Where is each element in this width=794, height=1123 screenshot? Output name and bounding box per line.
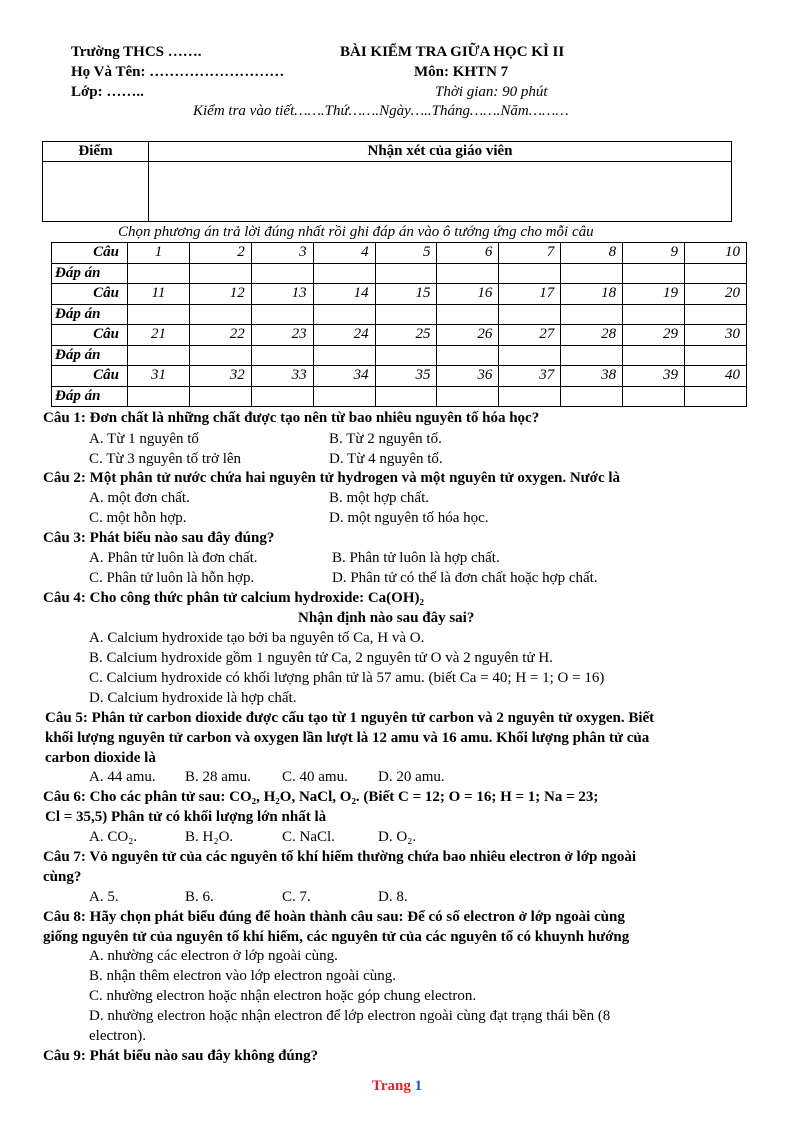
q1-option-b: B. Từ 2 nguyên tố. bbox=[329, 431, 442, 447]
question-6-line-1: Câu 6: Cho các phân tử sau: CO₂, H₂O, NaCl, O₂. (Biết C = 12; O = 16; H = 1; Na = 23; bbox=[43, 789, 599, 805]
q8-option-b: B. nhận thêm electron vào lớp electron ngoài cùng. bbox=[89, 968, 397, 984]
q7-option-d: D. 8. bbox=[378, 889, 408, 905]
answer-cell[interactable] bbox=[499, 345, 561, 366]
page-word: Trang bbox=[371, 1078, 411, 1094]
question-number-cell: 39 bbox=[623, 366, 685, 387]
question-number-cell: 35 bbox=[375, 366, 437, 387]
answer-row bbox=[52, 386, 747, 407]
answer-cell[interactable] bbox=[313, 304, 375, 325]
answer-cell[interactable] bbox=[685, 386, 747, 407]
question-number-cell: 3 bbox=[251, 243, 313, 264]
question-5-line-1: Câu 5: Phân tử carbon dioxide được cấu tạo từ 1 nguyên tử carbon và 2 nguyên tử oxygen. Biết bbox=[45, 710, 655, 726]
q3-option-a: A. Phân tử luôn là đơn chất. bbox=[89, 550, 258, 566]
question-number-cell: 22 bbox=[189, 325, 251, 346]
question-number-cell: 30 bbox=[685, 325, 747, 346]
question-5-line-2: khối lượng nguyên tử carbon và oxygen lần lượt là 12 amu và 16 amu. Khối lượng phân tử của bbox=[45, 730, 650, 746]
question-number-cell: 13 bbox=[251, 284, 313, 305]
question-number-cell: 24 bbox=[313, 325, 375, 346]
question-number-cell: 26 bbox=[437, 325, 499, 346]
answer-cell[interactable] bbox=[313, 386, 375, 407]
question-number-cell: 27 bbox=[499, 325, 561, 346]
answer-cell[interactable] bbox=[561, 345, 623, 366]
question-3: Câu 3: Phát biểu nào sau đây đúng? bbox=[43, 530, 275, 546]
q5-option-d: D. 20 amu. bbox=[378, 769, 445, 785]
answer-cell[interactable] bbox=[685, 345, 747, 366]
q8-option-d-line-1: D. nhường electron hoặc nhận electron để lớp electron ngoài cùng đạt trạng thái bền (8 bbox=[89, 1008, 611, 1024]
q2-option-b: B. một hợp chất. bbox=[329, 490, 430, 506]
answer-cell[interactable] bbox=[251, 304, 313, 325]
q3-option-d: D. Phân tử có thể là đơn chất hoặc hợp chất. bbox=[332, 570, 598, 586]
page-number: 1 bbox=[414, 1078, 423, 1094]
q1-option-a: A. Từ 1 nguyên tố bbox=[89, 431, 199, 447]
question-number-cell: 28 bbox=[561, 325, 623, 346]
score-box bbox=[42, 141, 732, 222]
q2-option-d: D. một nguyên tố hóa học. bbox=[329, 510, 489, 526]
answer-cell[interactable] bbox=[499, 304, 561, 325]
exam-title: BÀI KIỂM TRA GIỮA HỌC KÌ II bbox=[340, 44, 565, 60]
question-number-cell: 2 bbox=[189, 243, 251, 264]
q6-option-a: A. CO₂. bbox=[89, 829, 138, 845]
answer-cell[interactable] bbox=[189, 386, 251, 407]
answer-cell[interactable] bbox=[128, 304, 190, 325]
answer-cell[interactable] bbox=[313, 345, 375, 366]
question-number-cell: 16 bbox=[437, 284, 499, 305]
answer-cell[interactable] bbox=[623, 263, 685, 284]
q3-option-b: B. Phân tử luôn là hợp chất. bbox=[332, 550, 500, 566]
question-number-cell: 32 bbox=[189, 366, 251, 387]
answer-cell[interactable] bbox=[623, 304, 685, 325]
answer-cell[interactable] bbox=[189, 304, 251, 325]
q4-option-d: D. Calcium hydroxide là hợp chất. bbox=[89, 690, 297, 706]
question-number-cell: 11 bbox=[128, 284, 190, 305]
answer-cell[interactable] bbox=[437, 386, 499, 407]
q7-option-c: C. 7. bbox=[282, 889, 311, 905]
question-number-cell: 1 bbox=[128, 243, 190, 264]
question-label: Câu bbox=[52, 243, 128, 264]
class-field: Lớp: …….. bbox=[71, 84, 144, 100]
question-6-line-2: Cl = 35,5) Phân tử có khối lượng lớn nhất là bbox=[45, 809, 327, 825]
student-name-field: Họ Và Tên: ……………………… bbox=[71, 64, 285, 80]
page-footer bbox=[0, 1078, 794, 1095]
date-line: Kiểm tra vào tiết…….Thứ…….Ngày…..Tháng…….Năm……… bbox=[193, 103, 569, 119]
answer-cell[interactable] bbox=[189, 263, 251, 284]
answer-cell[interactable] bbox=[561, 386, 623, 407]
answer-label: Đáp án bbox=[52, 345, 128, 366]
question-number-cell: 37 bbox=[499, 366, 561, 387]
answer-cell[interactable] bbox=[561, 304, 623, 325]
question-1: Câu 1: Đơn chất là những chất được tạo nên từ bao nhiêu nguyên tố hóa học? bbox=[43, 410, 540, 426]
answer-cell[interactable] bbox=[128, 345, 190, 366]
question-number-cell: 38 bbox=[561, 366, 623, 387]
question-number-cell: 17 bbox=[499, 284, 561, 305]
answer-cell[interactable] bbox=[251, 263, 313, 284]
answer-cell[interactable] bbox=[375, 263, 437, 284]
q6-option-c: C. NaCl. bbox=[282, 829, 335, 845]
q8-option-c: C. nhường electron hoặc nhận electron hoặc góp chung electron. bbox=[89, 988, 477, 1004]
q7-option-a: A. 5. bbox=[89, 889, 119, 905]
answer-cell[interactable] bbox=[128, 263, 190, 284]
answer-row bbox=[52, 263, 747, 284]
answer-cell[interactable] bbox=[375, 304, 437, 325]
question-number-cell: 31 bbox=[128, 366, 190, 387]
question-number-cell: 19 bbox=[623, 284, 685, 305]
answer-label: Đáp án bbox=[52, 386, 128, 407]
answer-row bbox=[52, 304, 747, 325]
answer-cell[interactable] bbox=[685, 263, 747, 284]
question-number-cell: 9 bbox=[623, 243, 685, 264]
question-number-cell: 6 bbox=[437, 243, 499, 264]
subject: Môn: KHTN 7 bbox=[414, 64, 509, 80]
question-5-line-3: carbon dioxide là bbox=[45, 750, 156, 766]
score-label: Điểm bbox=[43, 142, 149, 162]
question-7-line-1: Câu 7: Vỏ nguyên tử của các nguyên tố khí hiếm thường chứa bao nhiêu electron ở lớp ngoài bbox=[43, 849, 637, 865]
answer-cell[interactable] bbox=[313, 263, 375, 284]
question-number-cell: 40 bbox=[685, 366, 747, 387]
q5-option-b: B. 28 amu. bbox=[185, 769, 251, 785]
question-number-row bbox=[52, 243, 747, 264]
instruction: Chọn phương án trả lời đúng nhất rồi ghi đáp án vào ô tướng ứng cho mỗi câu bbox=[118, 224, 594, 240]
q4-option-c: C. Calcium hydroxide có khối lượng phân tử là 57 amu. (biết Ca = 40; H = 1; O = 16) bbox=[89, 670, 605, 686]
q2-option-a: A. một đơn chất. bbox=[89, 490, 190, 506]
answer-cell[interactable] bbox=[375, 345, 437, 366]
score-cell bbox=[43, 162, 149, 222]
q4-option-b: B. Calcium hydroxide gồm 1 nguyên tử Ca, 2 nguyên tử O và 2 nguyên tử H. bbox=[89, 650, 553, 666]
q6-option-d: D. O₂. bbox=[378, 829, 417, 845]
question-4-sub: Nhận định nào sau đây sai? bbox=[298, 610, 475, 626]
answer-table bbox=[51, 242, 747, 407]
answer-cell[interactable] bbox=[685, 304, 747, 325]
question-number-cell: 15 bbox=[375, 284, 437, 305]
question-8-line-2: giống nguyên tử của nguyên tố khí hiếm, các nguyên tử của các nguyên tố có khuynh hướng bbox=[43, 929, 630, 945]
answer-cell[interactable] bbox=[499, 386, 561, 407]
question-number-cell: 29 bbox=[623, 325, 685, 346]
answer-label: Đáp án bbox=[52, 263, 128, 284]
answer-cell[interactable] bbox=[623, 386, 685, 407]
question-9: Câu 9: Phát biểu nào sau đây không đúng? bbox=[43, 1048, 319, 1064]
q8-option-a: A. nhường các electron ở lớp ngoài cùng. bbox=[89, 948, 338, 964]
question-number-row bbox=[52, 325, 747, 346]
question-number-cell: 7 bbox=[499, 243, 561, 264]
question-7-line-2: cùng? bbox=[43, 869, 82, 885]
question-2: Câu 2: Một phân tử nước chứa hai nguyên tử hydrogen và một nguyên tử oxygen. Nước là bbox=[43, 470, 621, 486]
answer-row bbox=[52, 345, 747, 366]
q5-option-c: C. 40 amu. bbox=[282, 769, 348, 785]
question-number-cell: 14 bbox=[313, 284, 375, 305]
answer-cell[interactable] bbox=[251, 386, 313, 407]
answer-cell[interactable] bbox=[437, 304, 499, 325]
question-number-cell: 36 bbox=[437, 366, 499, 387]
question-label: Câu bbox=[52, 325, 128, 346]
question-4: Câu 4: Cho công thức phân tử calcium hydroxide: Ca(OH)₂ bbox=[43, 590, 424, 606]
q5-option-a: A. 44 amu. bbox=[89, 769, 156, 785]
question-number-cell: 5 bbox=[375, 243, 437, 264]
question-number-cell: 20 bbox=[685, 284, 747, 305]
q1-option-d: D. Từ 4 nguyên tố. bbox=[329, 451, 443, 467]
answer-cell[interactable] bbox=[437, 345, 499, 366]
q3-option-c: C. Phân tử luôn là hỗn hợp. bbox=[89, 570, 255, 586]
q7-option-b: B. 6. bbox=[185, 889, 214, 905]
q4-option-a: A. Calcium hydroxide tạo bởi ba nguyên tố Ca, H và O. bbox=[89, 630, 425, 646]
question-number-row bbox=[52, 284, 747, 305]
question-number-cell: 12 bbox=[189, 284, 251, 305]
exam-time: Thời gian: 90 phút bbox=[435, 84, 548, 100]
q8-option-d-line-2: electron). bbox=[89, 1028, 147, 1044]
answer-cell[interactable] bbox=[623, 345, 685, 366]
comment-label: Nhận xét của giáo viên bbox=[149, 142, 732, 162]
q1-option-c: C. Từ 3 nguyên tố trở lên bbox=[89, 451, 242, 467]
answer-label: Đáp án bbox=[52, 304, 128, 325]
question-number-cell: 33 bbox=[251, 366, 313, 387]
comment-cell bbox=[149, 162, 732, 222]
q2-option-c: C. một hỗn hợp. bbox=[89, 510, 187, 526]
answer-cell[interactable] bbox=[561, 263, 623, 284]
question-label: Câu bbox=[52, 366, 128, 387]
question-number-cell: 8 bbox=[561, 243, 623, 264]
answer-cell[interactable] bbox=[189, 345, 251, 366]
question-number-cell: 34 bbox=[313, 366, 375, 387]
q6-option-b: B. H₂O. bbox=[185, 829, 234, 845]
answer-cell[interactable] bbox=[128, 386, 190, 407]
question-number-cell: 10 bbox=[685, 243, 747, 264]
answer-cell[interactable] bbox=[251, 345, 313, 366]
answer-cell[interactable] bbox=[499, 263, 561, 284]
question-label: Câu bbox=[52, 284, 128, 305]
school-name: Trường THCS ……. bbox=[71, 44, 202, 60]
question-8-line-1: Câu 8: Hãy chọn phát biểu đúng để hoàn thành câu sau: Để có số electron ở lớp ngoài cùng bbox=[43, 909, 625, 925]
question-number-cell: 18 bbox=[561, 284, 623, 305]
question-number-row bbox=[52, 366, 747, 387]
question-number-cell: 21 bbox=[128, 325, 190, 346]
answer-cell[interactable] bbox=[437, 263, 499, 284]
question-number-cell: 25 bbox=[375, 325, 437, 346]
question-number-cell: 4 bbox=[313, 243, 375, 264]
question-number-cell: 23 bbox=[251, 325, 313, 346]
answer-cell[interactable] bbox=[375, 386, 437, 407]
